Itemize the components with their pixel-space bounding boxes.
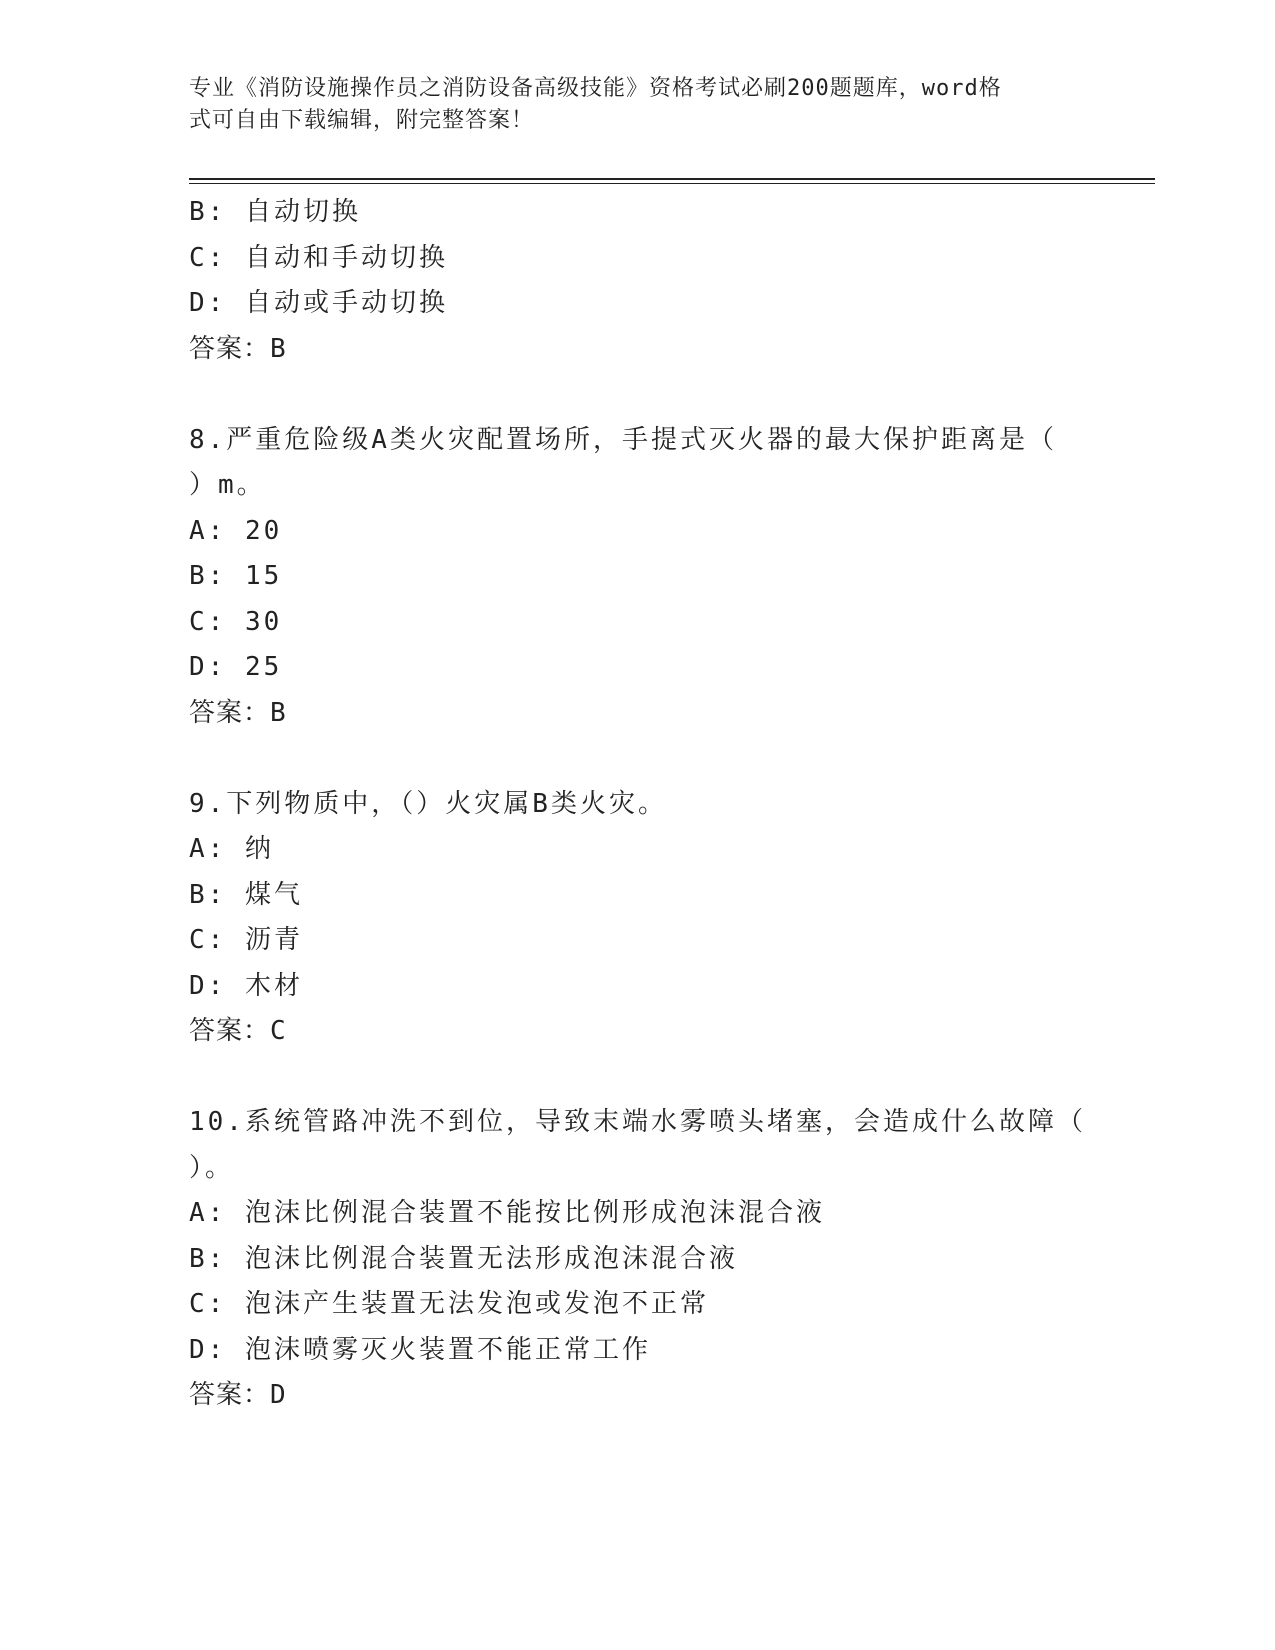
question-stem-line-2: ）m。 xyxy=(189,470,266,500)
option-c: C: 泡沫产生装置无法发泡或发泡不正常 xyxy=(189,1289,709,1319)
question-9 xyxy=(189,782,1089,1055)
option-a: A: 泡沫比例混合装置不能按比例形成泡沫混合液 xyxy=(189,1198,825,1228)
question-stem-line-1: 10.系统管路冲洗不到位，导致末端水雾喷头堵塞，会造成什么故障（ xyxy=(189,1107,1086,1137)
option-d: D: 泡沫喷雾灭火装置不能正常工作 xyxy=(189,1334,651,1365)
option-a: A: 纳 xyxy=(189,834,274,864)
option-b: B: 泡沫比例混合装置无法形成泡沫混合液 xyxy=(189,1243,738,1274)
question-stem-line-1: 8.严重危险级A类火灾配置场所，手提式灭火器的最大保护距离是（ xyxy=(189,424,1057,455)
question-list xyxy=(189,190,1089,1419)
answer: 答案：D xyxy=(189,1380,287,1410)
question-stem-line-2: ）。 xyxy=(189,1152,235,1183)
option-d: D: 自动或手动切换 xyxy=(189,288,448,318)
header-line-1: 专业《消防设施操作员之消防设备高级技能》资格考试必刷200题题库，word格 xyxy=(189,76,1002,101)
document-header xyxy=(189,73,1079,137)
option-b: B: 煤气 xyxy=(189,879,303,910)
question-7 xyxy=(189,190,1089,372)
option-d: D: 木材 xyxy=(189,970,303,1001)
option-c: C: 30 xyxy=(189,606,283,637)
option-c: C: 自动和手动切换 xyxy=(189,242,448,273)
question-10 xyxy=(189,1100,1089,1419)
option-d: D: 25 xyxy=(189,652,283,682)
header-line-2: 式可自由下载编辑，附完整答案！ xyxy=(189,108,535,133)
question-stem: 9.下列物质中，（）火灾属B类火灾。 xyxy=(189,788,667,819)
header-divider-thin xyxy=(189,183,1155,184)
option-b: B: 15 xyxy=(189,561,283,591)
answer: 答案：C xyxy=(189,1016,287,1046)
option-c: C: 沥青 xyxy=(189,925,303,955)
header-divider-thick xyxy=(189,178,1155,180)
question-8 xyxy=(189,418,1089,737)
answer: 答案：B xyxy=(189,697,287,728)
option-a: A: 20 xyxy=(189,515,283,546)
option-b: B: 自动切换 xyxy=(189,197,361,227)
answer: 答案：B xyxy=(189,333,287,364)
